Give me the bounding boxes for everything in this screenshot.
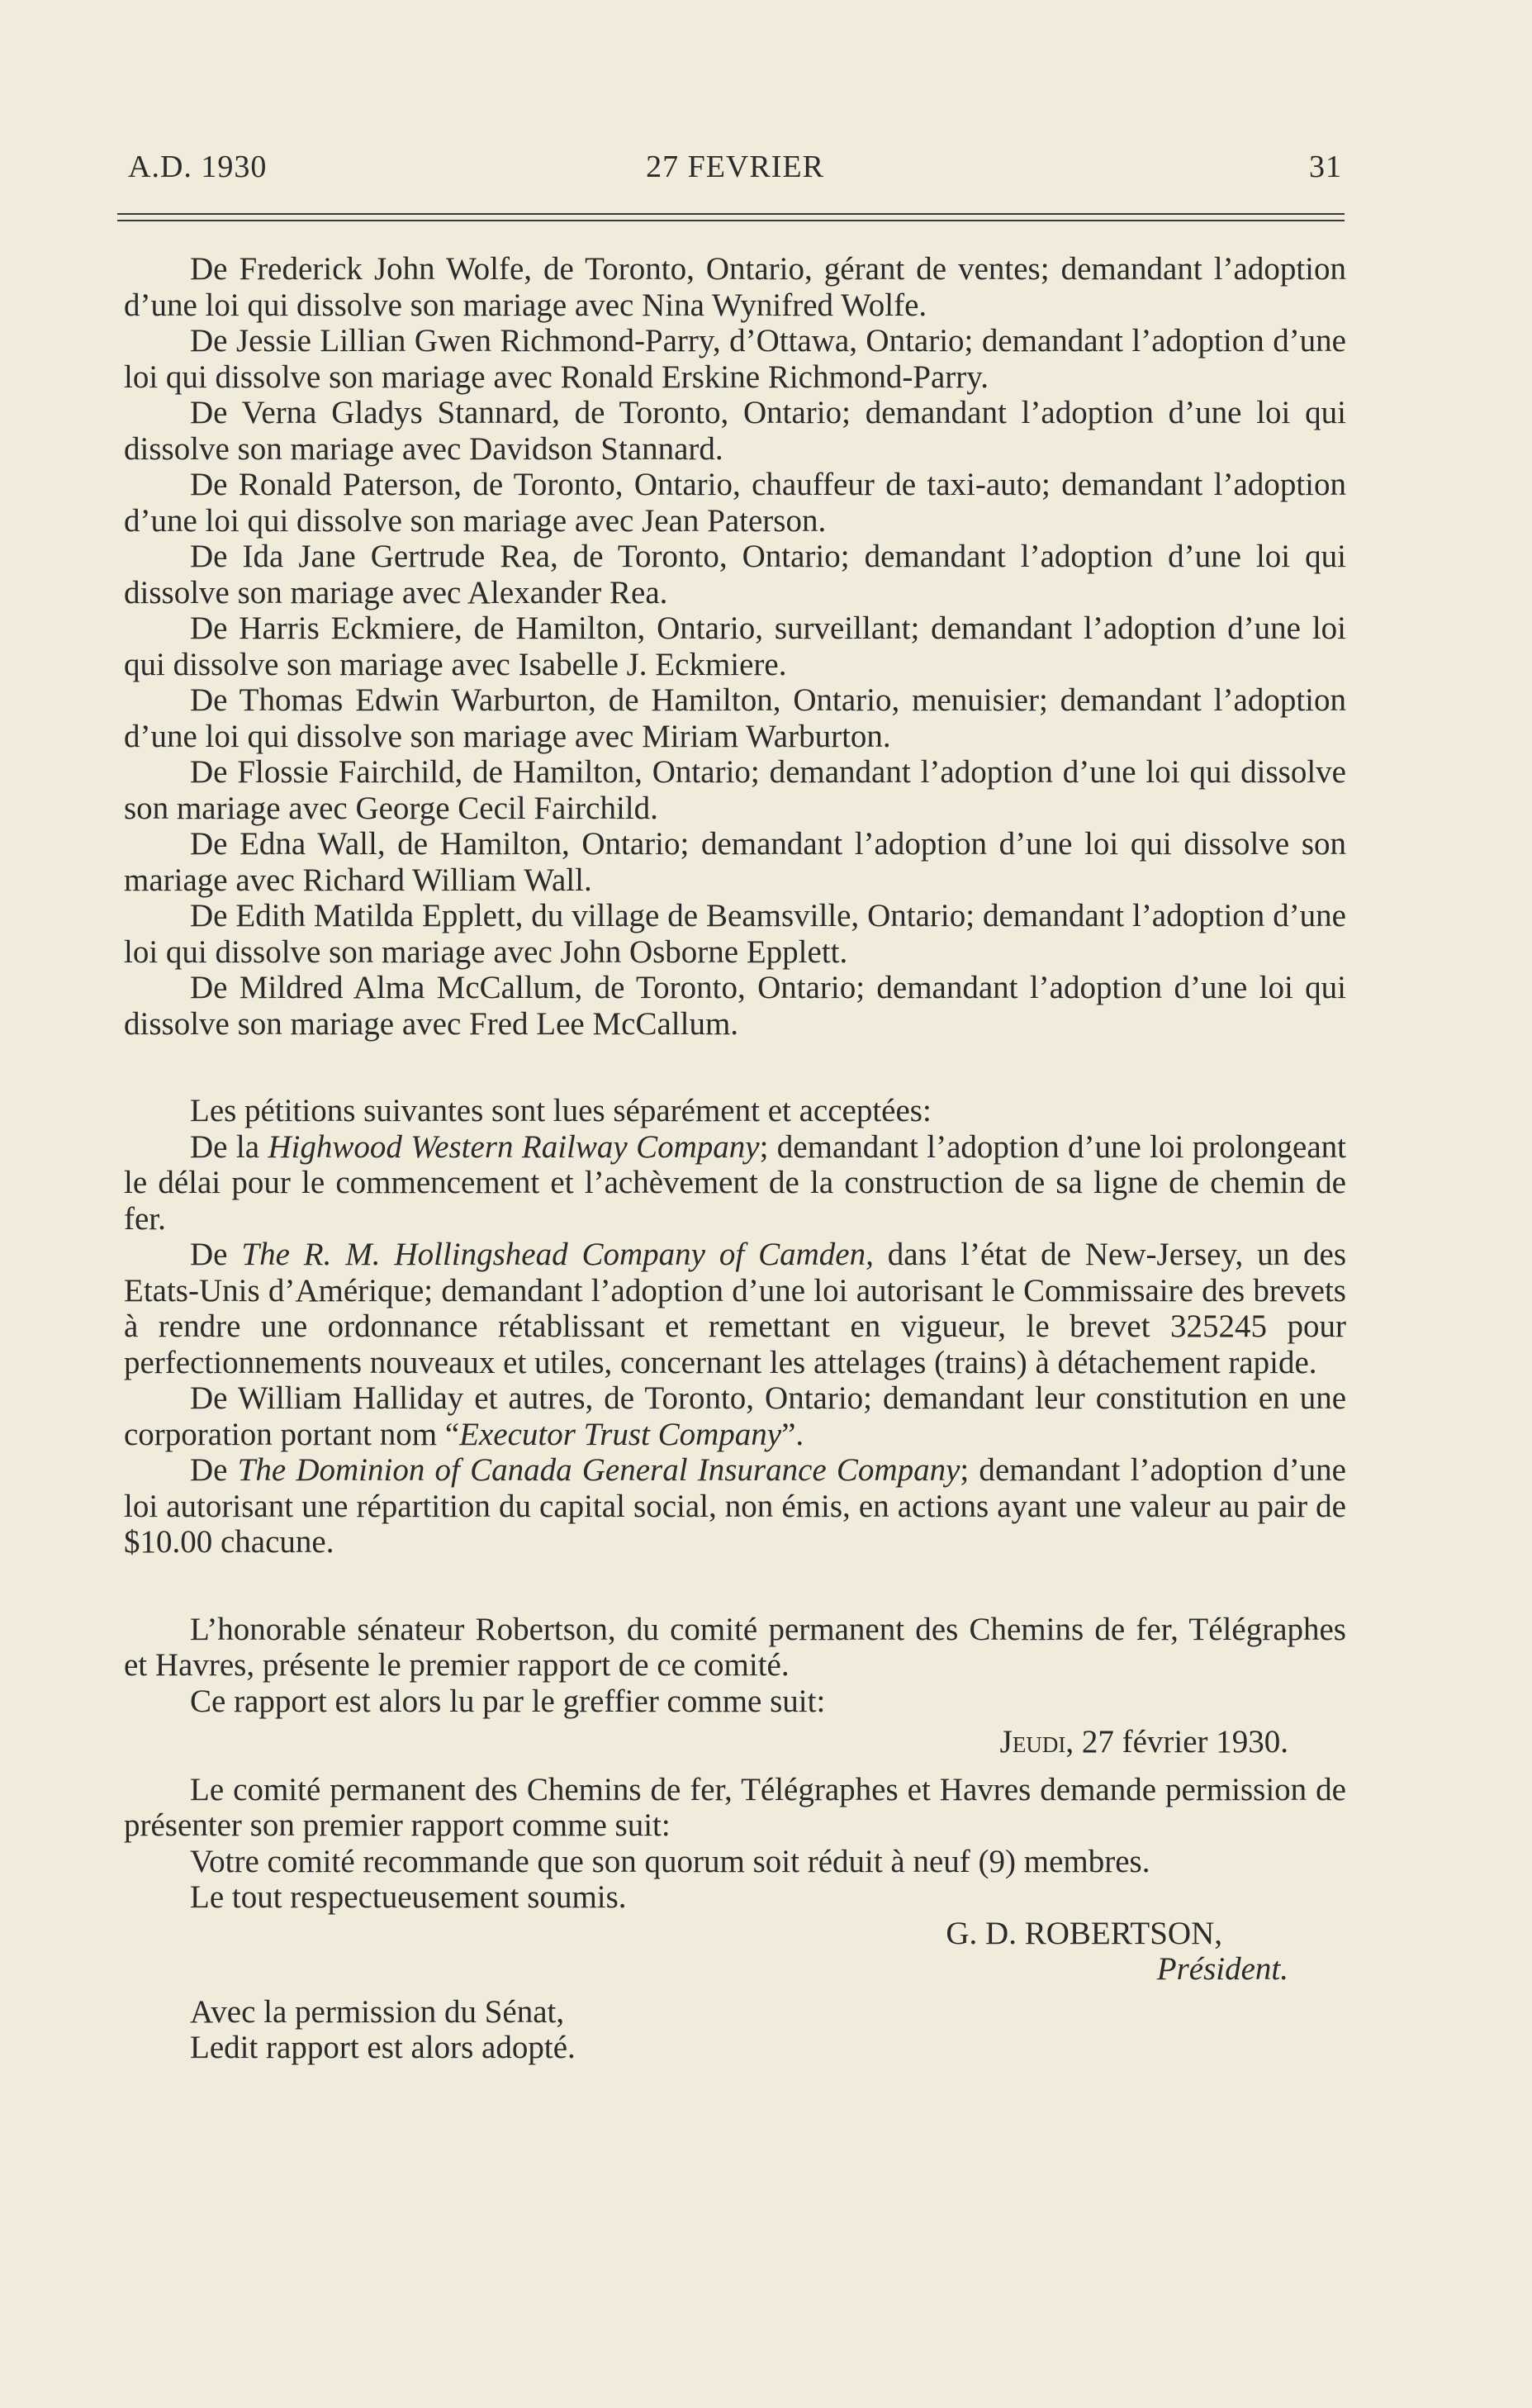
header-year: A.D. 1930 bbox=[128, 150, 268, 184]
divorce-petition: De Frederick John Wolfe, de Toronto, Ontario, gérant de ventes; demandant l’adoption d’une loi qui dissolve son mariage avec Nina Wynifred Wolfe. bbox=[124, 251, 1346, 323]
divorce-petition: De Thomas Edwin Warburton, de Hamilton, Ontario, menuisier; demandant l’adoption d’une loi qui dissolve son mariage avec Miriam Warburton. bbox=[124, 682, 1346, 754]
report-quorum: Votre comité recommande que son quorum soit réduit à neuf (9) membres. bbox=[190, 1843, 1150, 1879]
accepted-petitions-list bbox=[124, 1129, 1346, 1560]
divorce-petition: De Jessie Lillian Gwen Richmond-Parry, d’Ottawa, Ontario; demandant l’adoption d’une loi qui dissolve son mariage avec Ronald Erskine Richmond-Parry. bbox=[124, 323, 1346, 395]
accepted-petition bbox=[124, 1452, 1346, 1560]
report-request: Le comité permanent des Chemins de fer, Télégraphes et Havres demande permission de présenter son premier rapport comme suit: bbox=[124, 1771, 1346, 1843]
accepted-petition bbox=[124, 1237, 1346, 1380]
petition-text: De William Halliday et autres, de Toronto, Ontario; demandant leur constitution en une corporation portant nom “ bbox=[124, 1380, 1346, 1452]
divorce-petition: De Flossie Fairchild, de Hamilton, Ontario; demandant l’adoption d’une loi qui dissolve son mariage avec George Cecil Fairchild. bbox=[124, 754, 1346, 826]
petition-text: ”. bbox=[781, 1416, 804, 1452]
divorce-petitions-list bbox=[124, 251, 1346, 1042]
petition-text: De bbox=[190, 1452, 238, 1488]
company-name: Highwood Western Railway Company bbox=[268, 1128, 760, 1165]
divorce-petition: De Mildred Alma McCallum, de Toronto, Ontario; demandant l’adoption d’une loi qui dissolve son mariage avec Fred Lee McCallum. bbox=[124, 970, 1346, 1042]
report-read: Ce rapport est alors lu par le greffier comme suit: bbox=[190, 1683, 826, 1719]
divorce-petition: De Verna Gladys Stannard, de Toronto, Ontario; demandant l’adoption d’une loi qui dissolve son mariage avec Davidson Stannard. bbox=[124, 395, 1346, 467]
report-adopted: Ledit rapport est alors adopté. bbox=[190, 2030, 576, 2065]
petition-text: ; demandant l’adoption d’une loi autorisant une répartition du capital social, non émis, en actions ayant une valeur au pair de $10.00 chacune. bbox=[124, 1452, 1346, 1560]
divorce-petition: De Harris Eckmiere, de Hamilton, Ontario, surveillant; demandant l’adoption d’une loi qui dissolve son mariage avec Isabelle J. Eckmiere. bbox=[124, 610, 1346, 682]
divorce-petition: De Edna Wall, de Hamilton, Ontario; demandant l’adoption d’une loi qui dissolve son mariage avec Richard William Wall. bbox=[124, 826, 1346, 898]
accepted-petition bbox=[124, 1380, 1346, 1452]
company-name: The Dominion of Canada General Insurance Company bbox=[237, 1452, 960, 1488]
divorce-petition: De Ronald Paterson, de Toronto, Ontario, chauffeur de taxi-auto; demandant l’adoption d’une loi qui dissolve son mariage avec Jean Paterson. bbox=[124, 467, 1346, 539]
header-rule-top bbox=[117, 213, 1345, 215]
report-permission: Avec la permission du Sénat, bbox=[190, 1993, 565, 2030]
page-number: 31 bbox=[1309, 150, 1342, 184]
report-date-day: Jeudi, bbox=[999, 1724, 1074, 1760]
petition-text: De bbox=[190, 1237, 242, 1272]
divorce-petition: De Edith Matilda Epplett, du village de Beamsville, Ontario; demandant l’adoption d’une loi qui dissolve son mariage avec John Osborne Epplett. bbox=[124, 898, 1346, 970]
report-date-rest: 27 février 1930. bbox=[1074, 1724, 1288, 1760]
petition-text: De la bbox=[190, 1128, 268, 1165]
signature-title: Président. bbox=[1156, 1951, 1288, 1987]
report-date bbox=[124, 1724, 1346, 1760]
petition-text: ; demandant l’adoption d’une loi prolongeant le délai pour le commencement et l’achèvement de la construction de sa ligne de chemin de fer. bbox=[124, 1128, 1346, 1237]
accepted-petition bbox=[124, 1129, 1346, 1237]
header-rule-bottom bbox=[117, 220, 1345, 221]
section-gap bbox=[124, 1560, 1346, 1612]
header-date: 27 FEVRIER bbox=[646, 150, 824, 184]
section-gap bbox=[124, 1042, 1346, 1093]
page-header bbox=[128, 149, 1342, 190]
signature-name: G. D. ROBERTSON, bbox=[946, 1915, 1222, 1951]
signature-block bbox=[124, 1916, 1346, 1988]
company-name: The R. M. Hollingshead Company of Camden, bbox=[241, 1237, 874, 1272]
company-name: Executor Trust Company bbox=[459, 1416, 782, 1452]
divorce-petition: De Ida Jane Gertrude Rea, de Toronto, Ontario; demandant l’adoption d’une loi qui dissolve son mariage avec Alexander Rea. bbox=[124, 539, 1346, 610]
report-closing: Le tout respectueusement soumis. bbox=[190, 1879, 627, 1915]
petitions-intro: Les pétitions suivantes sont lues séparément et acceptées: bbox=[190, 1093, 932, 1128]
page-body bbox=[124, 251, 1346, 2066]
petition-text: dans l’état de New-Jersey, un des Etats-Unis d’Amérique; demandant l’adoption d’une loi autorisant le Commissaire des brevets à rendre une ordonnance rétablissant et remettant en vigueur, le brevet 325245 pour perfectionnements nouveaux et utiles, concernant les attelages (trains) à détachement rapide. bbox=[124, 1237, 1346, 1380]
report-intro: L’honorable sénateur Robertson, du comité permanent des Chemins de fer, Télégraphes et Havres, présente le premier rapport de ce comité. bbox=[124, 1611, 1346, 1683]
small-gap bbox=[124, 1988, 1346, 1994]
